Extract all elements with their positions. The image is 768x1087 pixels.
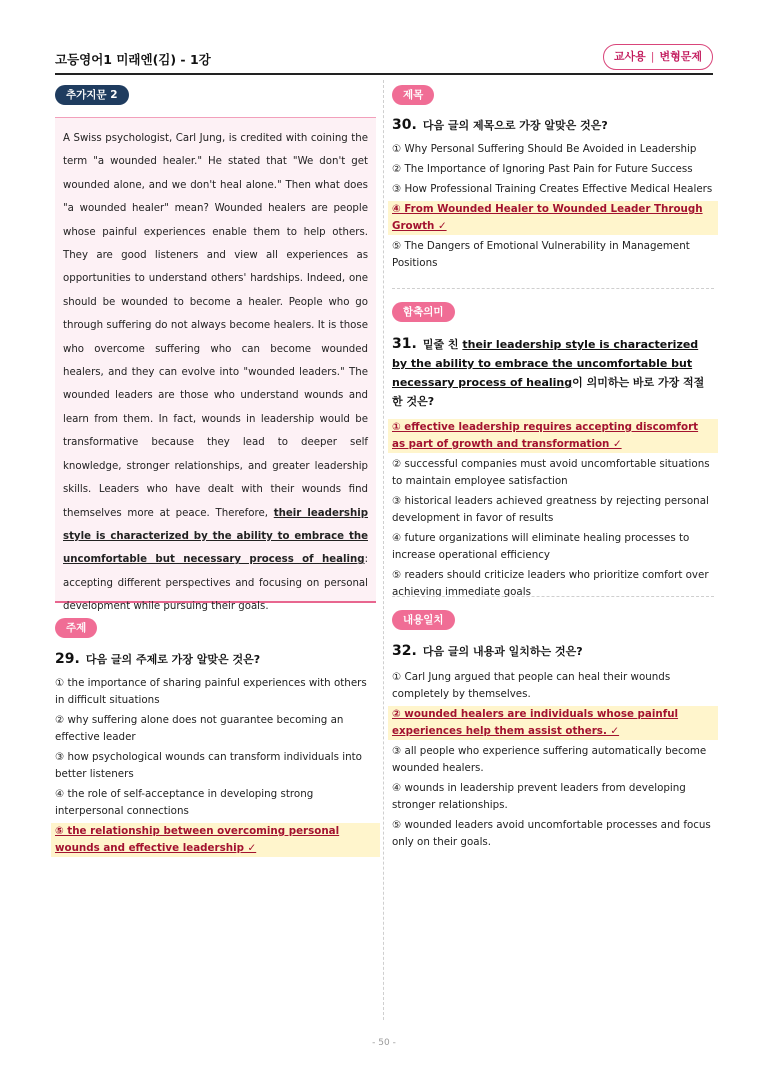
passage-text xyxy=(63,127,368,619)
q30-heading xyxy=(392,116,714,135)
q31-option-5[interactable]: ⑤ readers should criticize leaders who prioritize comfort over achieving immediate goals xyxy=(392,569,709,598)
q31-number: 31. xyxy=(392,336,417,352)
q31-option-2[interactable]: ② successful companies must avoid uncomfortable situations to maintain employee satisfaction xyxy=(392,458,710,487)
q31-answer-text: ① effective leadership requires accepting discomfort as part of growth and transformation ✓ xyxy=(392,421,699,450)
q32-option-4[interactable]: ④ wounds in leadership prevent leaders from developing stronger relationships. xyxy=(392,782,686,811)
q31-heading xyxy=(392,335,714,411)
q29-heading xyxy=(55,650,376,669)
passage-underlined-phrase: their leadership style is characterized by the ability to embrace the uncomfortable but necessary process of healing xyxy=(63,507,368,566)
q30-option-1[interactable]: ① Why Personal Suffering Should Be Avoided in Leadership xyxy=(392,143,697,155)
badge-type-label: 변형문제 xyxy=(659,50,702,63)
q29-option-4[interactable]: ④ the role of self-acceptance in developing strong interpersonal connections xyxy=(55,788,314,817)
q32-prompt: 다음 글의 내용과 일치하는 것은? xyxy=(422,645,583,658)
badge-separator: | xyxy=(650,50,655,63)
q29-option-1[interactable]: ① the importance of sharing painful experiences with others in difficult situations xyxy=(55,677,367,706)
passage-text-after: : accepting different perspectives and focusing on personal development while pursuing their goals. xyxy=(63,554,368,613)
q32-heading xyxy=(392,642,714,661)
q30-option-3[interactable]: ③ How Professional Training Creates Effective Medical Healers xyxy=(392,183,713,195)
q32-option-2-answer[interactable] xyxy=(388,706,718,740)
question-32 xyxy=(392,642,714,851)
teacher-badge xyxy=(603,44,713,70)
q32-number: 32. xyxy=(392,643,417,659)
q31-prompt-underlined: their leadership style is characterized by the ability to embrace the uncomfortable but necessary process of healing xyxy=(392,338,699,389)
passage-text-before: A Swiss psychologist, Carl Jung, is credited with coining the term "a wounded healer." He stated that "We don't get wounded alone, and we don't heal alone." Then what does "a wounded healer" mean? Wounded healers are people whose painful experiences enable them to help others. They are good listeners and view all experiences as opportunities to understand others' hardships. Indeed, one should be wounded to become a healer. People who go through suffering do not always become healers. It is those who overcome suffering who can become wounded healers, and they can evolve into "wounded leaders." The wounded leaders are those who understand wounds and learn from them. In fact, wounds in leadership would be transformative because they lead to deeper self knowledge, stronger relationships, and greater leadership skills. Leaders who have dealt with their wounds find themselves more at peace. Therefore, xyxy=(63,133,368,519)
question-30 xyxy=(392,116,714,272)
column-divider xyxy=(383,80,384,1020)
q32-tag: 내용일치 xyxy=(392,610,455,630)
q30-option-5[interactable]: ⑤ The Dangers of Emotional Vulnerability in Management Positions xyxy=(392,240,690,269)
q31-prompt-pre: 밑줄 친 xyxy=(422,338,463,351)
q29-number: 29. xyxy=(55,651,80,667)
q31-prompt-post: 이 의미하는 바로 가장 적절한 것은? xyxy=(392,376,705,408)
q32-option-3[interactable]: ③ all people who experience suffering automatically become wounded healers. xyxy=(392,745,707,774)
page-number: - 50 - xyxy=(372,1038,396,1048)
q31-option-3[interactable]: ③ historical leaders achieved greatness by rejecting personal development in favor of results xyxy=(392,495,709,524)
q32-option-5[interactable]: ⑤ wounded leaders avoid uncomfortable processes and focus only on their goals. xyxy=(392,819,711,848)
q31-option-1-answer[interactable] xyxy=(388,419,718,453)
q30-prompt: 다음 글의 제목으로 가장 알맞은 것은? xyxy=(422,119,608,132)
q30-answer-text: ④ From Wounded Healer to Wounded Leader Through Growth ✓ xyxy=(392,203,703,232)
q32-option-1[interactable]: ① Carl Jung argued that people can heal their wounds completely by themselves. xyxy=(392,671,671,700)
q30-number: 30. xyxy=(392,117,417,133)
passage-label: 추가지문 2 xyxy=(55,85,129,105)
q29-option-2[interactable]: ② why suffering alone does not guarantee becoming an effective leader xyxy=(55,714,344,743)
question-29 xyxy=(55,650,376,857)
question-31 xyxy=(392,335,714,601)
passage-box xyxy=(55,117,376,613)
q29-option-5-answer[interactable] xyxy=(51,823,380,857)
section-divider xyxy=(392,596,714,597)
q31-tag: 함축의미 xyxy=(392,302,455,322)
q29-option-3[interactable]: ③ how psychological wounds can transform individuals into better listeners xyxy=(55,751,362,780)
q29-tag: 주제 xyxy=(55,618,97,638)
q30-tag: 제목 xyxy=(392,85,434,105)
q30-option-4-answer[interactable] xyxy=(388,201,718,235)
q32-answer-text: ② wounded healers are individuals whose painful experiences help them assist others. ✓ xyxy=(392,708,679,737)
q29-prompt: 다음 글의 주제로 가장 알맞은 것은? xyxy=(85,653,261,666)
page-header xyxy=(55,44,713,76)
badge-teacher-label: 교사용 xyxy=(613,50,646,63)
q31-option-4[interactable]: ④ future organizations will eliminate healing processes to increase operational efficiency xyxy=(392,532,690,561)
q29-answer-text: ⑤ the relationship between overcoming personal wounds and effective leadership ✓ xyxy=(55,825,340,854)
q30-option-2[interactable]: ② The Importance of Ignoring Past Pain for Future Success xyxy=(392,163,693,175)
section-divider xyxy=(392,288,714,289)
header-divider xyxy=(55,73,713,75)
document-title: 고등영어1 미래엔(김) - 1강 xyxy=(55,52,211,67)
